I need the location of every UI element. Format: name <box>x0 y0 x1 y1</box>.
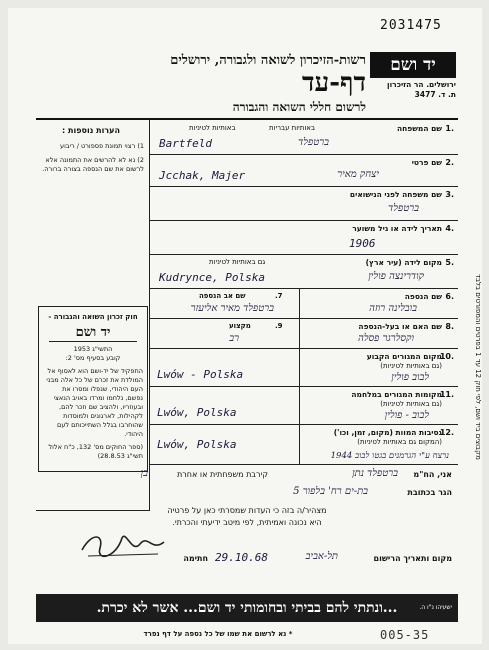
first-name-hebrew[interactable]: יצחק מאיר <box>337 169 379 180</box>
field-surname: 1. שם המשפחה באותיות עבריות באותיות לטיניות Bartfeld ברטפלד <box>149 120 458 155</box>
wartime-residence-hebrew[interactable]: לבוב - פולין <box>384 410 429 421</box>
declaration-statement-2: היא נכונה ואמיתית, לפי מיטב ידיעתי והכרתי. <box>172 518 322 527</box>
field-names-row: 6. שם הנספה בובלינה רוזה 7. שם אב הנספה ברטפלד מאיר אליעזר <box>149 288 458 319</box>
stamp-number: 005-35 <box>380 628 430 642</box>
birth-date-value[interactable]: 1906 <box>349 237 376 250</box>
law-citation: (ספר החוקים מס' 132, כ"ח אלול תשי"ג 28.8.53) <box>48 443 143 460</box>
law-section: קובע בסעיף מס' 2: <box>65 354 121 362</box>
serial-number: 2031475 <box>380 18 442 33</box>
notes-column <box>36 120 150 511</box>
residence-hebrew[interactable]: לבוב פולין <box>391 372 429 383</box>
field-first-name: 2. שם פרטי Jcchak, Majer יצחק מאיר <box>149 154 458 187</box>
birth-place-hebrew[interactable]: קודרינצה פולין <box>368 271 424 282</box>
testimony-page <box>8 8 482 644</box>
maiden-name-hebrew[interactable]: ברטפלד <box>388 203 419 214</box>
field-maiden-name: 3. שם משפחה לפני הנישואים ברטפלד <box>149 186 458 221</box>
note-1: 1) רצוי תמונת פספורט / ריבוע <box>60 142 144 150</box>
deceased-name-value[interactable]: בובלינה רוזה <box>369 303 417 314</box>
field-death-circumstances: 12. נסיבות המוות (מקום, זמן, וכו') (המקום גם באותיות לטיניות) נרצח ע"י הגרמנים בגטו לבוב 1944 Lwów, Polska <box>149 424 458 465</box>
birth-place-latin[interactable]: Kudrynce, Polska <box>159 271 265 284</box>
vertical-margin-note: מקבוצים ביד ושם, לפי חוק 12 עד 1 בפרטים והמפורטים בלבד <box>474 274 482 460</box>
field-wartime-residence: 11. מקומות המגורים במלחמה (גם באותיות לטיניות) לבוב - פולין Lwów, Polska <box>149 386 458 425</box>
death-circumstances-hebrew[interactable]: נרצח ע"י הגרמנים בגטו לבוב 1944 <box>330 451 449 461</box>
registration-place[interactable]: תל-אביב <box>305 551 338 562</box>
surname-latin[interactable]: Bartfeld <box>159 137 212 150</box>
declaration-statement-1: מצהיר/ה בזה כי העדות שמסרתי כאן על פרטיה <box>167 506 327 515</box>
death-circumstances-latin[interactable]: Lwów, Polska <box>157 438 237 451</box>
logo-address: ירושלים. הר הזיכרון ת. ד. 3477 <box>387 80 456 99</box>
notes-title: הערות נוספות : <box>62 126 120 135</box>
father-name-value[interactable]: ברטפלד מאיר אליעזר <box>190 303 274 314</box>
authority-name: רשות-הזיכרון לשואה ולגבורה, ירושלים <box>170 53 366 68</box>
wartime-residence-latin[interactable]: Lwów, Polska <box>157 406 237 419</box>
mother-name-value[interactable]: וקסלרגר פסלה <box>357 333 414 344</box>
field-birth-place: 5. מקום לידה (עיר ארץ) גם באותיות לטיניות Kudrynce, Polska קודרינצה פולין <box>149 254 458 289</box>
profession-value[interactable]: רב <box>229 333 239 344</box>
registration-date[interactable]: 29.10.68 <box>215 551 268 564</box>
law-name: יד ושם <box>49 325 137 342</box>
note-2: 2) נא לא להרשים את התמונה אלא לרשום את שם הנספה בצורה ברורה. <box>42 156 144 173</box>
surname-hebrew[interactable]: ברטפלד <box>298 137 329 148</box>
declaration-sign-line: מקום ותאריך הרישום תל-אביב 29.10.68 חתימה <box>183 551 452 564</box>
form-subtitle: לרשום חללי השואה והגבורה <box>232 100 366 114</box>
law-title: חוק זכרון השואה והגבורה - <box>48 313 138 321</box>
declaration-address-line: הגר בכתובת בת-ים רח' בלפור 5 <box>293 486 452 497</box>
law-text: התפקיד של יד-ושם הוא לאסוף אל המולדת את זכרם של כל אלה מבני העם היהודי, שנפלו ומסרו את נפשם, נלחמו ומרדו באויב הנאצי ובעוזריו, ולהציב שם וזכר להם, לקהילות, לארגונים ולמוסדות שהוחרבו בגלל השתייכותם לעם היהודי. <box>46 367 143 438</box>
field-mother-profession-row: 8. שם האם או בעל-הנספה וקסלרגר פסלה 9. מקצוע רב <box>149 318 458 349</box>
relation-value[interactable]: בן <box>140 468 148 479</box>
footnote: * נא לרשום את שמו של כל נספה על דף נפרד <box>143 630 293 638</box>
residence-latin[interactable]: Lwów - Polska <box>157 368 244 381</box>
form-title: דף-עד <box>302 68 366 98</box>
first-name-latin[interactable]: Jcchak, Majer <box>159 169 246 182</box>
declaration-name-line: אני, הח"מ ברטפלד נתן קירבת משפחתית או אחרת בן <box>140 468 452 479</box>
field-birth-date: 4. תאריך לידה או גיל משוער 1906 <box>149 220 458 255</box>
field-residence: 10. מקום המגורים הקבוע (גם באותיות לטיניות) לבוב פולין Lwów - Polska <box>149 348 458 387</box>
declarant-name[interactable]: ברטפלד נתן <box>352 468 398 479</box>
law-box <box>38 306 148 472</box>
law-year: התשי"ג 1953 <box>73 345 113 353</box>
declarant-address[interactable]: בת-ים רח' בלפור 5 <box>293 486 368 497</box>
quote-banner: ...ונתתי להם בביתי ובחומותי יד ושם... אשר לא יכרת. ישעיהו נ"ו ה. <box>36 594 458 622</box>
yad-vashem-logo: יד ושם <box>370 52 456 78</box>
